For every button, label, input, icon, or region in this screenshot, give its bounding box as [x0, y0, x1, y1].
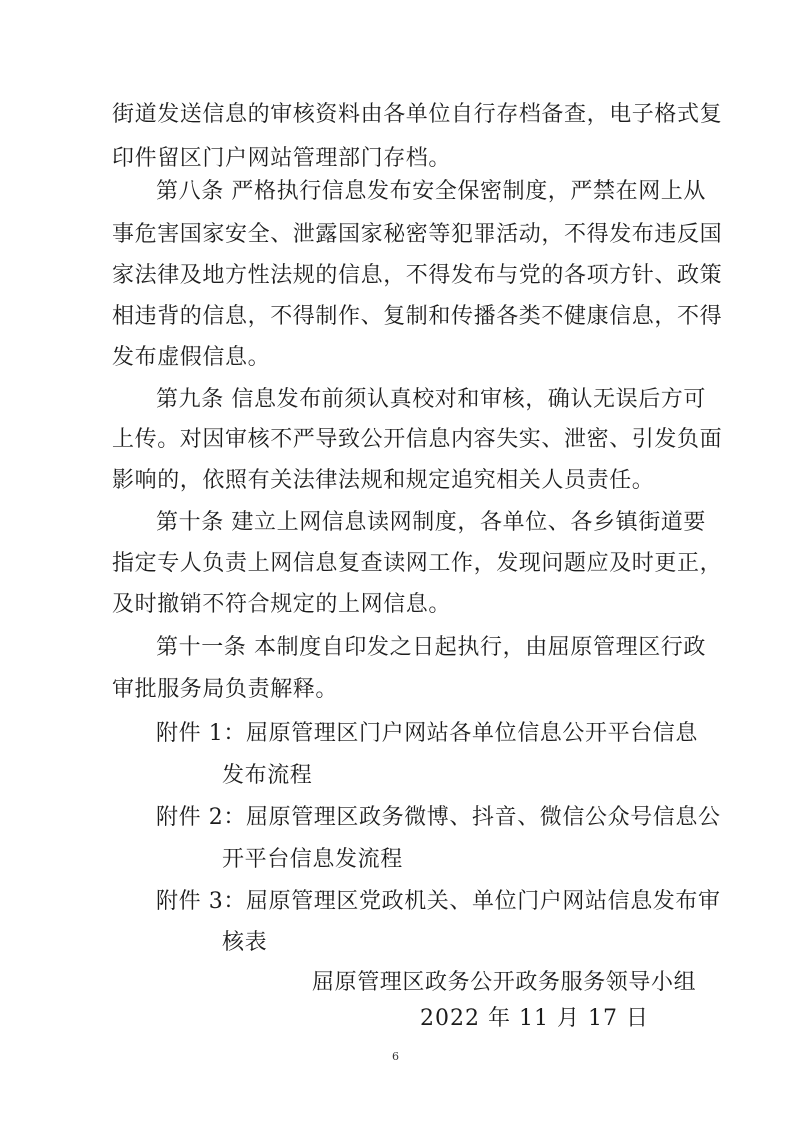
article-10-line: 及时撤销不符合规定的上网信息。	[112, 592, 452, 617]
body-line: 印件留区门户网站管理部门存档。	[112, 146, 452, 171]
article-10-line: 指定专人负责上网信息复查读网工作，发现问题应及时更正，	[112, 551, 723, 576]
attachment-3-title: 附件 3：屈原管理区党政机关、单位门户网站信息发布审	[156, 889, 721, 914]
article-11-line: 第十一条 本制度自印发之日起执行，由屈原管理区行政	[156, 635, 706, 660]
article-8-line: 第八条 严格执行信息发布安全保密制度，严禁在网上从	[156, 179, 706, 204]
attachment-2-title: 附件 2：屈原管理区政务微博、抖音、微信公众号信息公	[156, 805, 721, 830]
article-9-line: 上传。对因审核不严导致公开信息内容失实、泄密、引发负面	[112, 427, 723, 452]
article-11-line: 审批服务局负责解释。	[112, 677, 339, 702]
issue-date: 2022 年 11 月 17 日	[420, 1006, 649, 1031]
article-10-line: 第十条 建立上网信息读网制度，各单位、各乡镇街道要	[156, 510, 706, 535]
body-line: 街道发送信息的审核资料由各单位自行存档备查，电子格式复	[112, 102, 723, 127]
signature: 屈原管理区政务公开政务服务领导小组	[312, 970, 697, 995]
article-9-line: 影响的，依照有关法律法规和规定追究相关人员责任。	[112, 468, 655, 493]
article-8-line: 家法律及地方性法规的信息，不得发布与党的各项方针、政策	[112, 263, 723, 288]
attachment-1-title: 附件 1：屈原管理区门户网站各单位信息公开平台信息	[156, 721, 698, 746]
article-8-line: 相违背的信息，不得制作、复制和传播各类不健康信息，不得	[112, 304, 723, 329]
page-number: 6	[392, 1050, 399, 1063]
attachment-3-cont: 核表	[222, 930, 268, 955]
article-8-line: 发布虚假信息。	[112, 345, 271, 370]
attachment-1-cont: 发布流程	[222, 763, 313, 788]
article-9-line: 第九条 信息发布前须认真校对和审核，确认无误后方可	[156, 387, 706, 412]
article-8-line: 事危害国家安全、泄露国家秘密等犯罪活动，不得发布违反国	[112, 222, 723, 247]
attachment-2-cont: 开平台信息发流程	[222, 847, 403, 872]
